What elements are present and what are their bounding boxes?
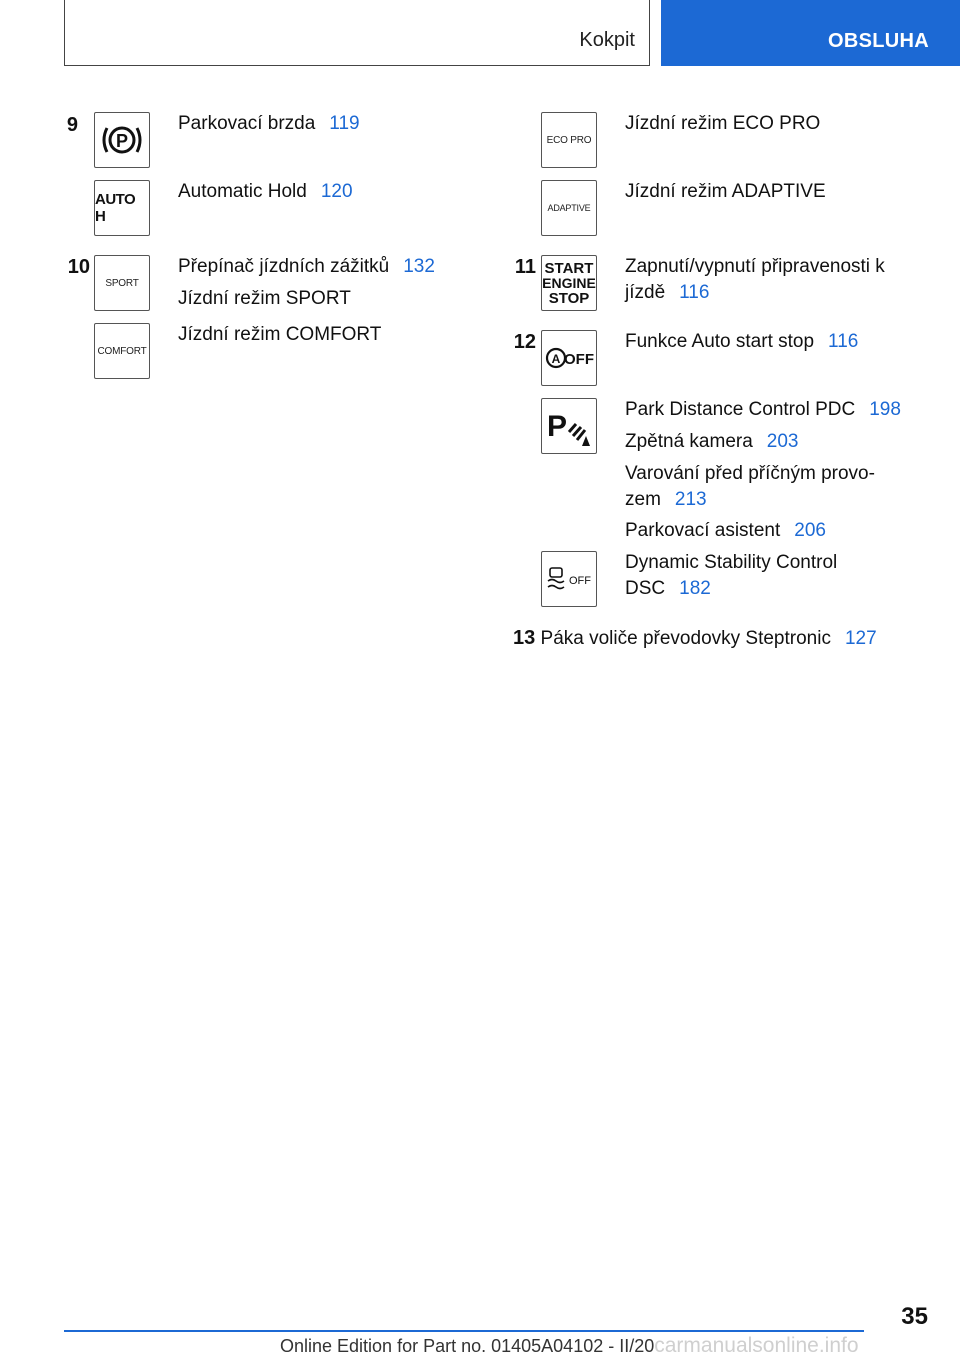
entry-label: Parkovací brzda: [178, 113, 316, 134]
header-chapter-title: OBSLUHA: [828, 30, 929, 52]
entry-label: Jízdní režim ECO PRO: [625, 113, 821, 134]
park-distance-control-icon: [541, 398, 597, 454]
entry-label: Zpětná kamera: [625, 431, 753, 452]
svg-text:P: P: [115, 131, 129, 151]
start-engine-stop-icon: START ENGINE STOP: [541, 255, 597, 311]
header-section-title: Kokpit: [579, 29, 635, 51]
page-ref-link[interactable]: 120: [320, 181, 353, 202]
page-number: 35: [901, 1303, 928, 1330]
entry-label: DSC: [625, 578, 666, 599]
adaptive-mode-icon: ADAPTIVE: [541, 180, 597, 236]
item-number-9: 9: [66, 114, 78, 136]
entry-label: Páka voliče převodovky Steptronic: [540, 628, 831, 649]
page-ref-link[interactable]: 127: [844, 628, 877, 649]
item-number-11: 11: [514, 256, 536, 278]
entry-label: Zapnutí/vypnutí připravenosti k: [625, 256, 885, 277]
entry-park-distance-control: [625, 397, 901, 423]
dsc-off-icon: [541, 551, 597, 607]
entry-label: Jízdní režim ADAPTIVE: [625, 181, 826, 202]
entry-cross-traffic-warning: [625, 461, 875, 513]
entry-rear-camera: [625, 429, 799, 455]
page-ref-link[interactable]: 116: [828, 331, 859, 352]
entry-label: Přepínač jízdních zážitků: [178, 256, 390, 277]
sport-mode-icon: SPORT: [94, 255, 150, 311]
entry-auto-hold: [178, 179, 353, 205]
entry-label: Funkce Auto start stop: [625, 331, 815, 352]
header-chapter-tab[interactable]: [661, 0, 960, 66]
footer-divider: [64, 1330, 864, 1332]
entry-parking-brake: [178, 111, 360, 137]
auto-hold-icon: AUTO H: [94, 180, 150, 236]
entry-label: Jízdní režim COMFORT: [178, 324, 382, 345]
parking-brake-icon: [94, 112, 150, 168]
header-section-box: [64, 0, 650, 66]
entry-label: Jízdní režim SPORT: [178, 288, 351, 309]
comfort-mode-icon: COMFORT: [94, 323, 150, 379]
svg-text:A: A: [551, 352, 561, 366]
svg-text:OFF: OFF: [564, 351, 594, 368]
entry-selector-lever: [513, 625, 877, 652]
entry-label: Parkovací asistent: [625, 520, 781, 541]
entry-label: Automatic Hold: [178, 181, 307, 202]
entry-parking-assistant: [625, 518, 826, 544]
item-number-12: 12: [513, 331, 536, 353]
eco-pro-mode-icon: ECO PRO: [541, 112, 597, 168]
auto-start-stop-off-icon: [541, 330, 597, 386]
page-ref-link[interactable]: 213: [674, 489, 707, 510]
entry-eco-pro-mode: [625, 111, 820, 137]
svg-text:OFF: OFF: [569, 575, 591, 587]
footer-edition-text: Online Edition for Part no. 01405A04102 - II/20: [280, 1336, 655, 1356]
entry-label: Park Distance Control PDC: [625, 399, 856, 420]
page-ref-link[interactable]: 206: [794, 520, 826, 541]
entry-sport-mode: [178, 286, 351, 312]
entry-label: Varování před příčným provo-: [625, 463, 875, 484]
page-ref-link[interactable]: 132: [403, 256, 435, 277]
page-ref-link[interactable]: 203: [766, 431, 799, 452]
entry-label: zem: [625, 489, 661, 510]
entry-dynamic-stability-control: [625, 550, 837, 602]
entry-adaptive-mode: [625, 179, 826, 205]
entry-label: jízdě: [625, 282, 666, 303]
page-ref-link[interactable]: 119: [329, 113, 360, 134]
entry-drive-readiness: [625, 254, 885, 306]
item-number-13: 13: [513, 627, 536, 649]
page-ref-link[interactable]: 198: [869, 399, 901, 420]
entry-label: Dynamic Stability Control: [625, 552, 838, 573]
page-ref-link[interactable]: 182: [679, 578, 711, 599]
page-ref-link[interactable]: 116: [679, 282, 710, 303]
entry-auto-start-stop: [625, 329, 858, 355]
entry-comfort-mode: [178, 322, 381, 348]
item-number-10: 10: [67, 256, 90, 278]
footer-edition: [280, 1334, 859, 1358]
entry-driving-experience-switch: [178, 254, 435, 280]
watermark: carmanualsonline.info: [654, 1334, 859, 1357]
svg-text:P: P: [547, 410, 568, 443]
